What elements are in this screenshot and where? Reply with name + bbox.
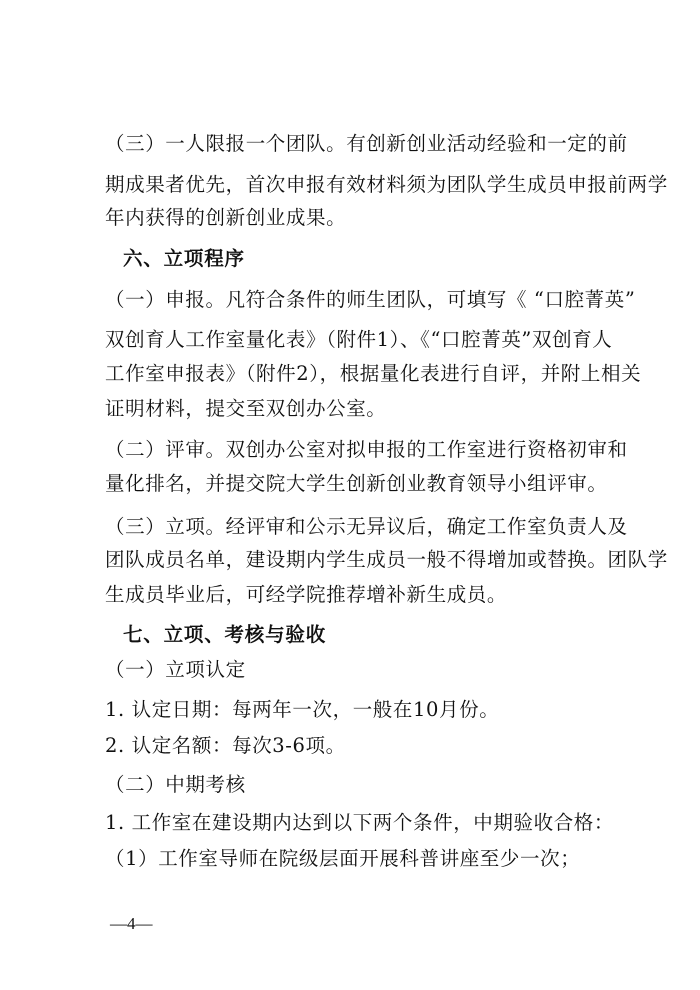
paragraph-line: 年内获得的创新创业成果。 bbox=[105, 206, 347, 229]
paragraph-line: 2. 认定名额：每次3-6项。 bbox=[105, 734, 346, 757]
paragraph-line: （二）中期考核 bbox=[105, 773, 246, 796]
paragraph-line: 工作室申报表》（附件2），根据量化表进行自评，并附上相关 bbox=[105, 362, 642, 385]
paragraph-line: 量化排名，并提交院大学生创新创业教育领导小组评审。 bbox=[105, 472, 608, 495]
paragraph-line: 证明材料，提交至双创办公室。 bbox=[105, 397, 387, 420]
paragraph-line: 生成员毕业后，可经学院推荐增补新生成员。 bbox=[105, 583, 508, 606]
paragraph-line: （一）申报。凡符合条件的师生团队，可填写《 “口腔菁英” bbox=[105, 288, 636, 311]
paragraph-line: 期成果者优先，首次申报有效材料须为团队学生成员申报前两学 bbox=[105, 173, 668, 196]
paragraph-line: （1）工作室导师在院级层面开展科普讲座至少一次； bbox=[105, 847, 581, 870]
section-heading: 六、立项程序 bbox=[123, 247, 245, 270]
paragraph-line: （二）评审。双创办公室对拟申报的工作室进行资格初审和 bbox=[105, 438, 628, 461]
section-heading: 七、立项、考核与验收 bbox=[123, 623, 327, 646]
paragraph-line: 双创育人工作室量化表》（附件1）、《“口腔菁英”双创育人 bbox=[105, 328, 613, 351]
page-number: —4— bbox=[110, 914, 153, 933]
paragraph-line: 团队成员名单，建设期内学生成员一般不得增加或替换。团队学 bbox=[105, 548, 668, 571]
paragraph-line: 1. 工作室在建设期内达到以下两个条件，中期验收合格： bbox=[105, 811, 615, 834]
paragraph-line: 1. 认定日期：每两年一次，一般在10月份。 bbox=[105, 698, 500, 721]
paragraph-line: （三）一人限报一个团队。有创新创业活动经验和一定的前 bbox=[105, 132, 628, 155]
paragraph-line: （一）立项认定 bbox=[105, 658, 246, 681]
paragraph-line: （三）立项。经评审和公示无异议后，确定工作室负责人及 bbox=[105, 515, 628, 538]
